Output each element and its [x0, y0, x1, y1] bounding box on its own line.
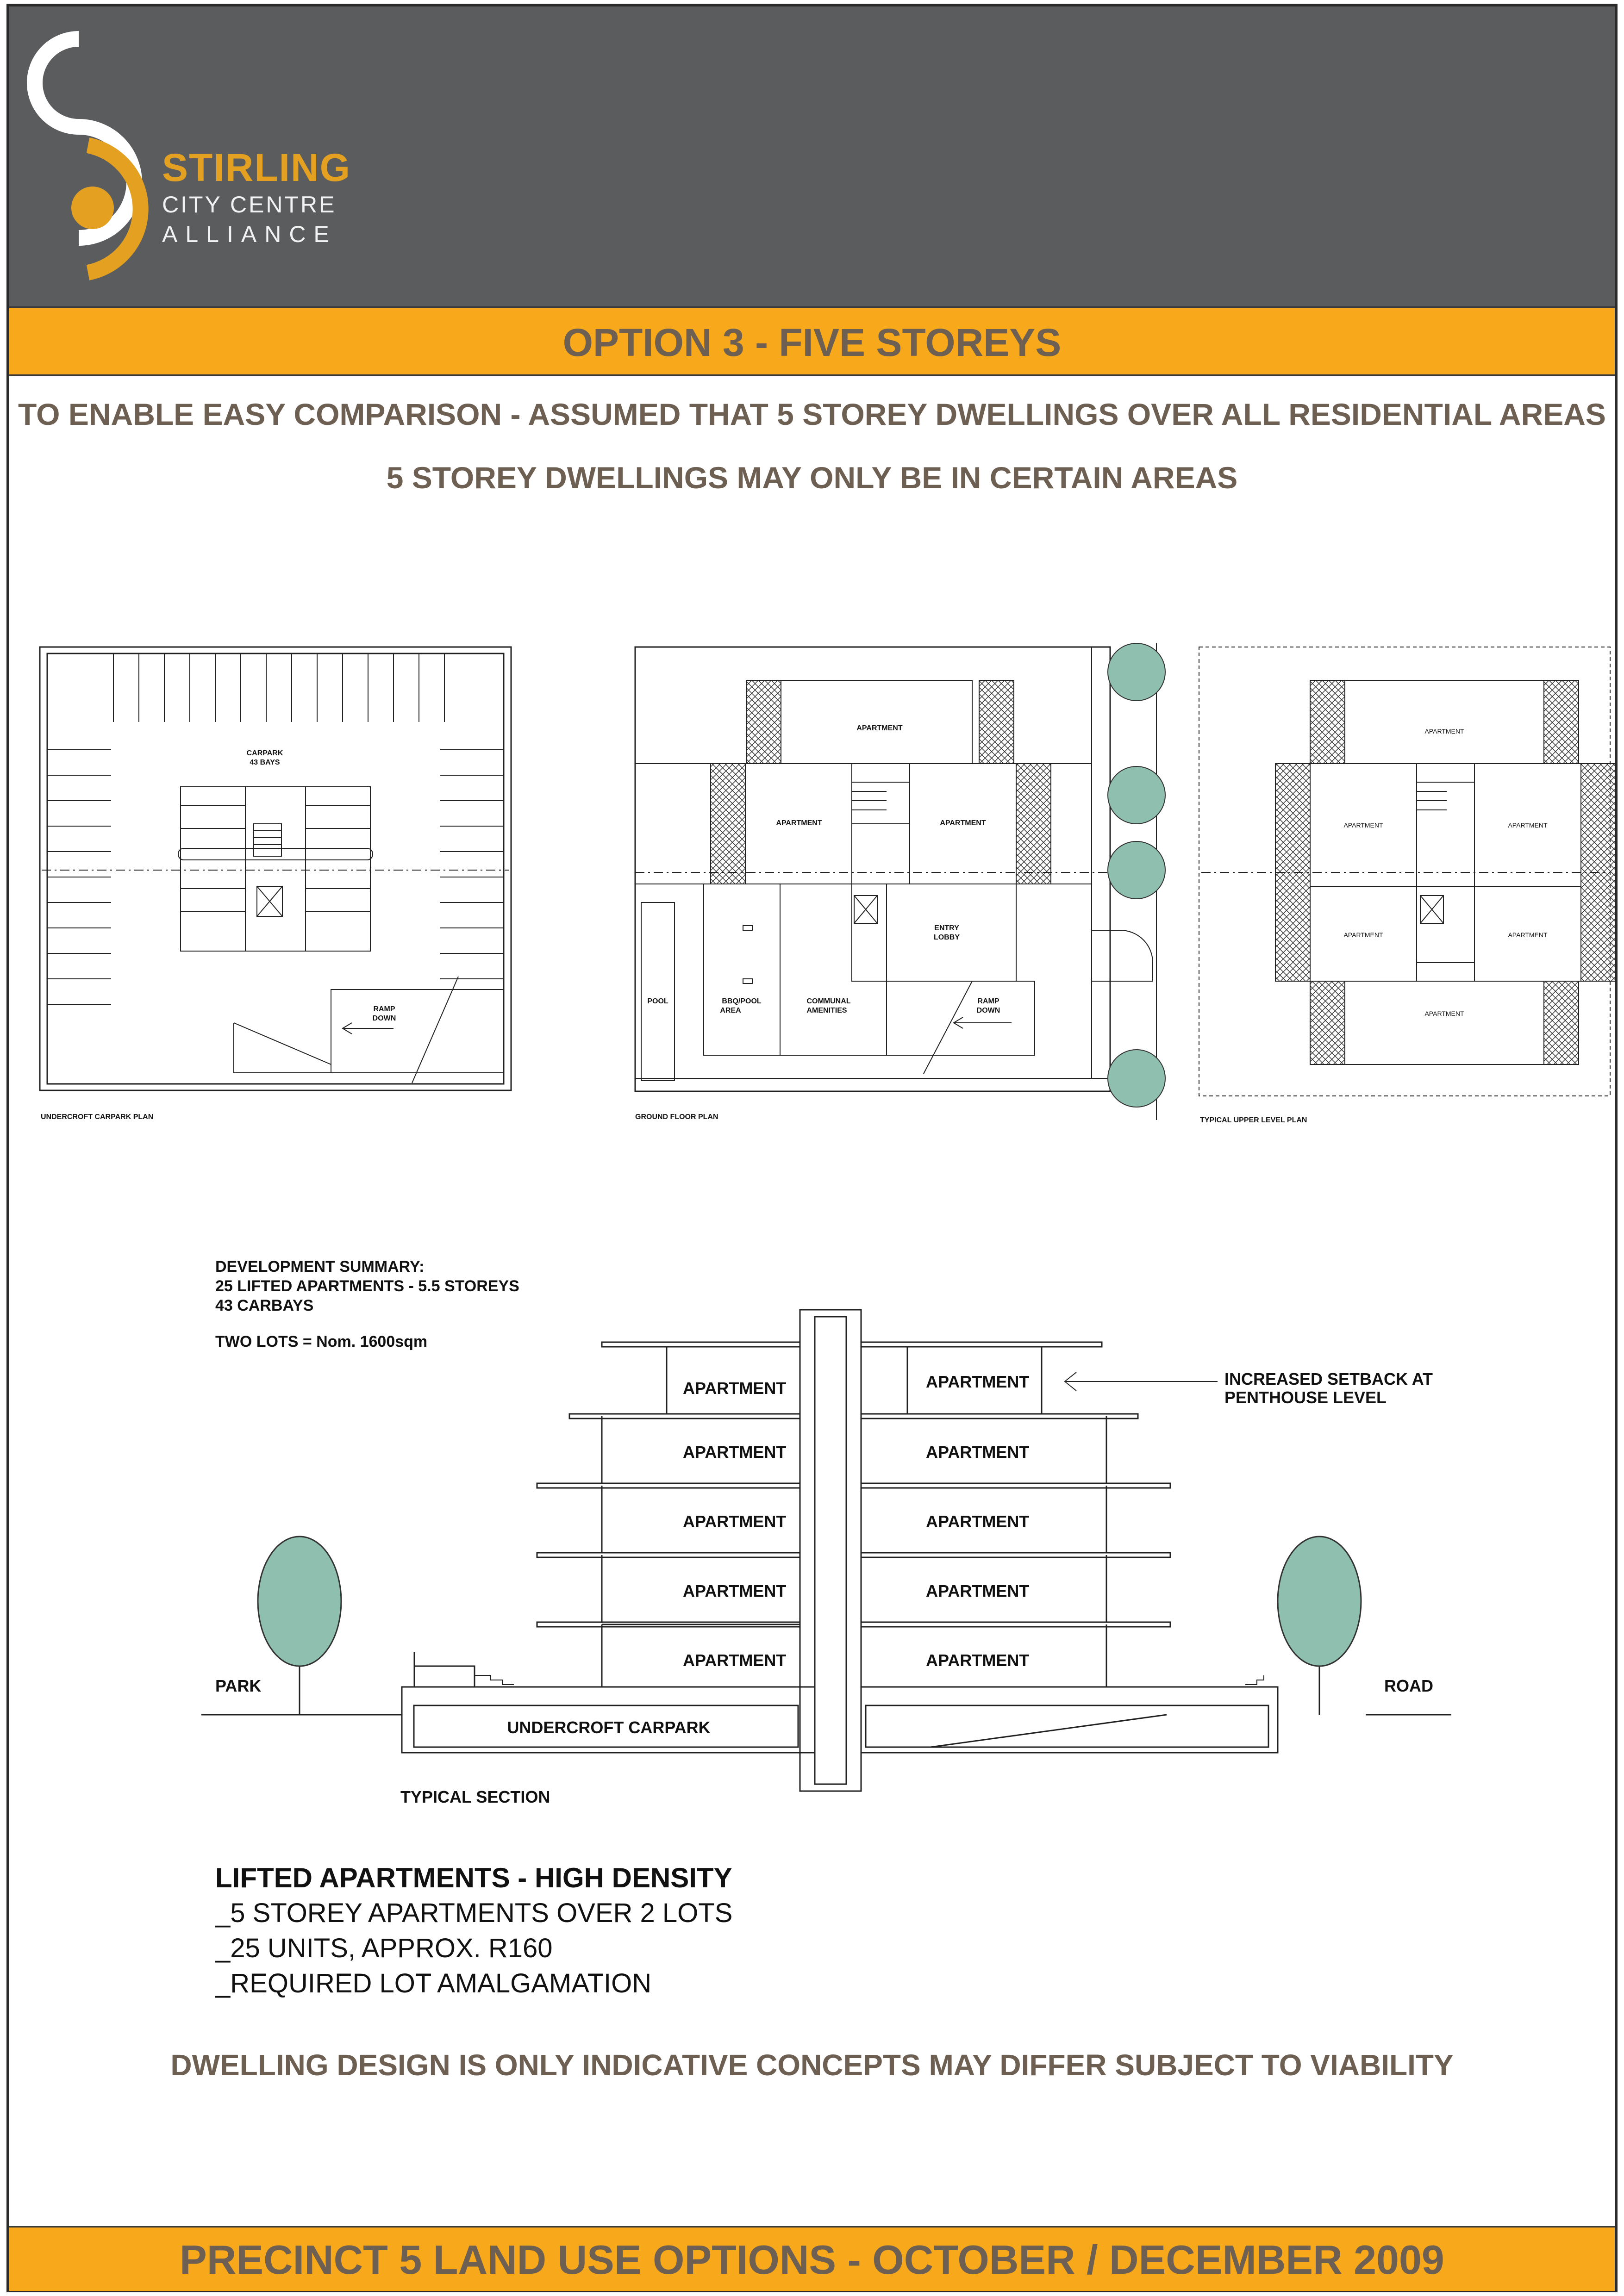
section-apt-r4: APARTMENT	[926, 1443, 1030, 1462]
ground-lobby: LOBBY	[934, 933, 960, 941]
brand-sub1: CITY CENTRE	[162, 192, 337, 218]
section-apt-r1: APARTMENT	[926, 1651, 1030, 1670]
section-apt-r2: APARTMENT	[926, 1581, 1030, 1600]
tree-icon	[1108, 841, 1165, 899]
ground-amenities: AMENITIES	[806, 1007, 847, 1014]
tree-icon	[1108, 766, 1165, 824]
subtitle-comparison: TO ENABLE EASY COMPARISON - ASSUMED THAT 5 STOREY DWELLINGS OVER ALL RESIDENTIAL AREAS	[18, 397, 1606, 431]
ground-floor-plan	[635, 643, 1156, 1120]
summary-carbays: 43 CARBAYS	[215, 1297, 314, 1314]
ground-caption: GROUND FLOOR PLAN	[635, 1113, 718, 1121]
section-road: ROAD	[1384, 1676, 1433, 1695]
upper-caption: TYPICAL UPPER LEVEL PLAN	[1200, 1116, 1307, 1124]
carpark-ramp: RAMP	[373, 1005, 395, 1013]
tree-road-icon	[1278, 1537, 1361, 1666]
upper-apt-bottom: APARTMENT	[1424, 1010, 1464, 1017]
ground-apt-left: APARTMENT	[776, 819, 822, 827]
ground-communal: COMMUNAL	[806, 997, 851, 1005]
section-apt-r3: APARTMENT	[926, 1512, 1030, 1531]
subtitle-areas: 5 STOREY DWELLINGS MAY ONLY BE IN CERTAIN AREAS	[386, 460, 1238, 495]
section-caption: TYPICAL SECTION	[400, 1787, 550, 1806]
ground-bbq-area: AREA	[720, 1007, 741, 1014]
upper-apt-top: APARTMENT	[1424, 728, 1464, 735]
summary-lots: TWO LOTS = Nom. 1600sqm	[215, 1333, 428, 1350]
tree-icon	[1108, 1050, 1165, 1107]
carpark-bays: 43 BAYS	[250, 759, 280, 766]
section-setback-1: INCREASED SETBACK AT	[1224, 1369, 1433, 1388]
carpark-plan	[40, 647, 511, 1090]
ground-pool: POOL	[647, 997, 668, 1005]
section-setback-2: PENTHOUSE LEVEL	[1224, 1388, 1387, 1407]
carpark-ramp-dir: DOWN	[372, 1014, 396, 1022]
upper-apt-l1: APARTMENT	[1343, 821, 1383, 829]
section-apt-l2: APARTMENT	[683, 1581, 787, 1600]
upper-apt-r1: APARTMENT	[1508, 821, 1548, 829]
footer-banner: PRECINCT 5 LAND USE OPTIONS - OCTOBER / DECEMBER 2009	[9, 2226, 1615, 2291]
carpark-caption: UNDERCROFT CARPARK PLAN	[41, 1113, 154, 1121]
notes-heading: LIFTED APARTMENTS - HIGH DENSITY	[215, 1862, 732, 1893]
density-notes	[215, 1860, 732, 2001]
ground-apt-right: APARTMENT	[940, 819, 986, 827]
notes-item: _5 STOREY APARTMENTS OVER 2 LOTS	[215, 1898, 733, 1928]
brand-sub2: ALLIANCE	[162, 221, 337, 247]
option-title: OPTION 3 - FIVE STOREYS	[9, 306, 1615, 376]
brand-name: STIRLING	[162, 146, 351, 189]
section-park: PARK	[215, 1676, 262, 1695]
notes-item: _25 UNITS, APPROX. R160	[215, 1933, 553, 1963]
upper-level-plan	[1199, 647, 1616, 1096]
ground-ramp-dir: DOWN	[976, 1007, 1000, 1014]
development-summary	[215, 1257, 519, 1351]
upper-apt-l2: APARTMENT	[1343, 931, 1383, 939]
section-apt-l5: APARTMENT	[683, 1379, 787, 1398]
section-apt-l1: APARTMENT	[683, 1651, 787, 1670]
ground-bbq: BBQ/POOL	[722, 997, 762, 1005]
ground-apt-top: APARTMENT	[856, 724, 903, 732]
summary-heading: DEVELOPMENT SUMMARY:	[215, 1258, 425, 1276]
viability-note: DWELLING DESIGN IS ONLY INDICATIVE CONCEPTS MAY DIFFER SUBJECT TO VIABILITY	[170, 2048, 1454, 2082]
section-apt-l3: APARTMENT	[683, 1512, 787, 1531]
section-carpark: UNDERCROFT CARPARK	[507, 1718, 711, 1737]
upper-apt-r2: APARTMENT	[1508, 931, 1548, 939]
tree-park-icon	[258, 1537, 341, 1666]
tree-icon	[1108, 643, 1165, 701]
summary-apartments: 25 LIFTED APARTMENTS - 5.5 STOREYS	[215, 1277, 519, 1295]
carpark-label: CARPARK	[246, 749, 283, 757]
notes-item: _REQUIRED LOT AMALGAMATION	[215, 1968, 652, 1998]
section-apt-l4: APARTMENT	[683, 1443, 787, 1462]
ground-ramp: RAMP	[977, 997, 999, 1005]
ground-entry: ENTRY	[934, 924, 959, 932]
section-apt-r5: APARTMENT	[926, 1372, 1030, 1391]
